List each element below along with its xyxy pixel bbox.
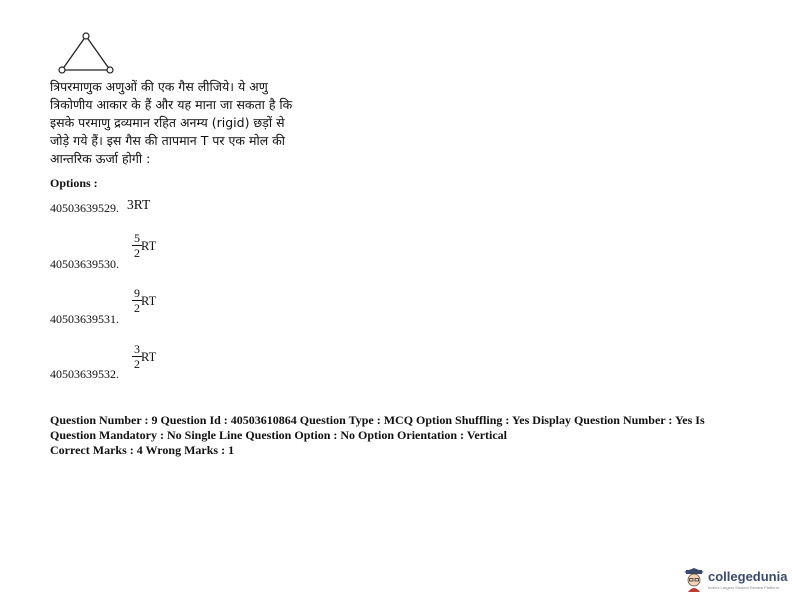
triangle-molecule-icon bbox=[56, 30, 116, 76]
question-text bbox=[50, 78, 300, 168]
option-id: 40503639531. bbox=[50, 312, 119, 326]
option-suffix: RT bbox=[141, 239, 157, 253]
fraction-numerator: 9 bbox=[134, 286, 140, 300]
fraction-numerator: 5 bbox=[134, 231, 140, 245]
option-suffix: RT bbox=[141, 350, 157, 364]
question-line: जोड़े गये हैं। इस गैस की तापमान T पर एक मोल की bbox=[50, 133, 285, 148]
metadata-line: Question Mandatory : No Single Line Question Option : No Option Orientation : Vertical bbox=[50, 428, 508, 442]
option-suffix: RT bbox=[141, 294, 157, 308]
question-line: त्रिकोणीय आकार के हैं और यह माना जा सकता है कि bbox=[50, 97, 293, 112]
watermark-name: collegedunia bbox=[708, 569, 788, 584]
student-mascot-icon bbox=[684, 568, 704, 592]
fraction-denominator: 2 bbox=[134, 357, 140, 371]
option-text: 3RT bbox=[127, 197, 151, 212]
option-id: 40503639532. bbox=[50, 367, 119, 381]
option-id: 40503639529. bbox=[50, 201, 119, 215]
question-line: त्रिपरमाणुक अणुओं की एक गैस लीजिये। ये अणु bbox=[50, 79, 268, 94]
option-id: 40503639530. bbox=[50, 257, 119, 271]
question-metadata bbox=[50, 413, 750, 458]
question-line: इसके परमाणु द्रव्यमान रहित अनम्य (rigid) छड़ों से bbox=[50, 115, 285, 130]
watermark-tagline: India's Largest Student Review Platform bbox=[708, 585, 780, 590]
fraction-numerator: 3 bbox=[134, 342, 140, 356]
fraction-denominator: 2 bbox=[134, 246, 140, 260]
metadata-line: Question Number : 9 Question Id : 40503610864 Question Type : MCQ Option Shuffling : Yes Display Question Number : Yes Is bbox=[50, 413, 705, 427]
fraction-denominator: 2 bbox=[134, 301, 140, 315]
watermark-logo bbox=[684, 566, 788, 596]
metadata-line: Correct Marks : 4 Wrong Marks : 1 bbox=[50, 443, 235, 457]
question-line: आन्तरिक ऊर्जा होगी : bbox=[50, 151, 151, 166]
options-label: Options : bbox=[50, 176, 98, 190]
